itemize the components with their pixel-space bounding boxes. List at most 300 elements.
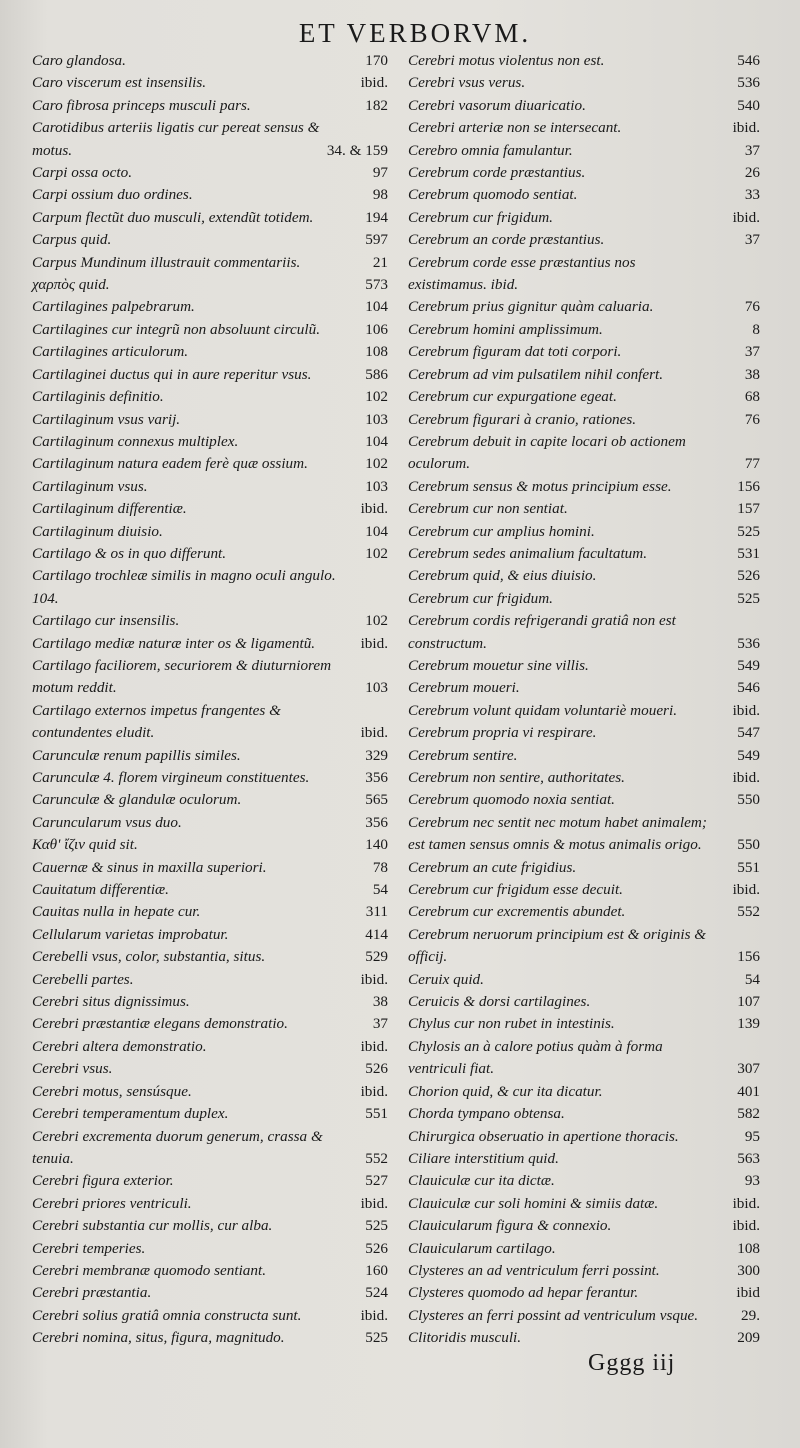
entry-page-number: 95	[744, 1127, 760, 1145]
entry-page-number: 414	[365, 925, 388, 943]
entry-page-number: 37	[372, 1015, 388, 1033]
entry-text: Cerebri figura exterior.	[32, 1172, 174, 1190]
entry-page-number: 182	[365, 96, 388, 114]
entry-page-number: 525	[737, 589, 760, 607]
entry-text: Cerebri priores ventriculi.	[32, 1194, 192, 1212]
entry-page-number: 33	[744, 186, 760, 204]
entry-page-number: 8	[752, 320, 760, 338]
index-entry	[32, 700, 388, 745]
entry-text: Clauiculæ cur soli homini & simiis datæ.	[408, 1194, 659, 1212]
entry-page-number: 38	[744, 365, 760, 383]
entry-page-number: ibid.	[732, 1194, 760, 1212]
entry-text: Chorda tympano obtensa.	[408, 1105, 565, 1123]
entry-page-number: 531	[737, 544, 760, 562]
index-entry	[408, 655, 760, 677]
entry-page-number: 529	[365, 948, 388, 966]
entry-text: Carpum flectũt duo musculi, extendũt totidem.	[32, 208, 314, 226]
entry-page-number: 300	[737, 1261, 760, 1279]
entry-page-number: 586	[365, 365, 388, 383]
entry-text: Cerebri præstantiæ elegans demonstratio.	[32, 1015, 288, 1033]
index-entry	[32, 991, 388, 1013]
entry-text: Cerebrum cur frigidum.	[408, 589, 553, 607]
entry-text: Cartilagines articulorum.	[32, 343, 189, 361]
entry-page-number: ibid.	[732, 208, 760, 226]
index-entry	[32, 1058, 388, 1080]
index-entry	[32, 498, 388, 520]
index-entry	[32, 252, 388, 274]
entry-text: Cerebrum an corde præstantius.	[408, 231, 605, 249]
entry-page-number: 356	[365, 813, 388, 831]
entry-page-number: 546	[737, 52, 760, 69]
entry-text: Cerebro omnia famulantur.	[408, 141, 573, 159]
entry-page-number: 550	[737, 791, 760, 809]
entry-text: Cerebri situs dignissimus.	[32, 993, 190, 1011]
entry-text: Cerebrum an cute frigidius.	[408, 858, 577, 876]
entry-text: Cartilaginum connexus multiplex.	[32, 432, 239, 450]
index-entry	[32, 476, 388, 498]
entry-text: Cartilago mediæ naturæ inter os & ligamentũ.	[32, 634, 316, 652]
index-entry	[32, 879, 388, 901]
entry-page-number: 38	[372, 993, 388, 1011]
index-entry	[32, 1260, 388, 1282]
entry-text: Clauicularum cartilago.	[408, 1239, 556, 1257]
entry-page-number: 160	[365, 1261, 388, 1279]
entry-page-number: 97	[372, 164, 388, 182]
entry-text: Cerebrum cordis refrigerandi gratiâ non est constructum.	[408, 612, 676, 652]
entry-page-number: 170	[365, 52, 388, 69]
entry-text: Cellularum varietas improbatur.	[32, 925, 229, 943]
index-entry	[32, 296, 388, 318]
index-entry	[32, 364, 388, 386]
entry-page-number: ibid.	[360, 1082, 388, 1100]
entry-text: Caro viscerum est insensilis.	[32, 74, 207, 92]
entry-page-number: 37	[744, 343, 760, 361]
index-entry	[32, 655, 388, 700]
entry-page-number: 524	[365, 1284, 388, 1302]
entry-text: Cartilaginum differentiæ.	[32, 500, 187, 518]
index-entry	[32, 72, 388, 94]
entry-text: Cartilago faciliorem, securiorem & diuturniorem motum reddit.	[32, 656, 332, 697]
entry-text: Cerebri vsus verus.	[408, 74, 526, 92]
index-entry	[408, 1215, 760, 1237]
entry-page-number: 140	[365, 836, 388, 854]
index-entry	[408, 364, 760, 386]
entry-text: Cauernæ & sinus in maxilla superiori.	[32, 858, 267, 876]
index-entry	[408, 1013, 760, 1035]
index-entry	[408, 1282, 760, 1304]
entry-page-number: 104	[365, 298, 388, 316]
entry-page-number: 329	[365, 746, 388, 764]
entry-text: Cerebrum quomodo noxia sentiat.	[408, 791, 615, 809]
entry-text: Cartilagines palpebrarum.	[32, 298, 195, 316]
entry-text: Cartilago trochleæ similis in magno oculi angulo. 104.	[32, 567, 336, 607]
index-entry	[408, 1081, 760, 1103]
entry-page-number: ibid.	[360, 1194, 388, 1212]
entry-text: Caro fibrosa princeps musculi pars.	[32, 96, 251, 114]
entry-page-number: ibid.	[732, 1217, 760, 1235]
index-entry	[32, 901, 388, 923]
entry-page-number: 526	[365, 1060, 388, 1078]
entry-text: Cerebrum cur frigidum esse decuit.	[408, 881, 623, 899]
entry-text: Cerebrum cur amplius homini.	[408, 522, 595, 540]
entry-text: Ceruix quid.	[408, 970, 484, 988]
signature-mark: Gggg iij	[588, 1350, 676, 1376]
entry-text: Cerebrum neruorum principium est & originis & officij.	[408, 925, 707, 966]
entry-text: Cerebri solius gratiâ omnia constructa sunt.	[32, 1306, 302, 1324]
index-entry	[408, 1327, 760, 1349]
index-entry	[32, 1081, 388, 1103]
index-entry	[408, 409, 760, 431]
entry-page-number: 536	[737, 634, 760, 652]
entry-page-number: 401	[737, 1082, 760, 1100]
index-entry	[408, 95, 760, 117]
entry-text: Cerebrum mouetur sine villis.	[408, 656, 589, 674]
index-entry	[408, 879, 760, 901]
entry-text: Cartilaginum diuisio.	[32, 522, 163, 540]
index-entry	[32, 834, 388, 856]
entry-page-number: 356	[365, 769, 388, 786]
entry-page-number: 549	[737, 656, 760, 674]
entry-text: Chylus cur non rubet in intestinis.	[408, 1015, 615, 1033]
index-entry	[408, 521, 760, 543]
index-entry	[408, 677, 760, 699]
entry-page-number: 76	[744, 298, 760, 316]
entry-page-number: 536	[737, 74, 760, 92]
entry-text: Cerebrum corde præstantius.	[408, 164, 586, 182]
index-entry	[408, 341, 760, 363]
entry-page-number: 76	[744, 410, 760, 428]
entry-text: Cerebrum sedes animalium facultatum.	[408, 544, 648, 562]
index-entry	[408, 184, 760, 206]
index-entry	[32, 1013, 388, 1035]
index-entry	[408, 1103, 760, 1125]
index-entry	[408, 117, 760, 139]
entry-text: Cerebrum prius gignitur quàm caluaria.	[408, 298, 654, 316]
entry-text: Chylosis an à calore potius quàm à forma ventriculi fiat.	[408, 1037, 663, 1078]
index-entry	[32, 924, 388, 946]
entry-page-number: 68	[744, 388, 760, 406]
entry-text: Cerebri motus violentus non est.	[408, 52, 605, 69]
entry-text: Cerebrum sentire.	[408, 746, 518, 764]
index-entry	[408, 319, 760, 341]
index-entry	[408, 252, 760, 297]
entry-text: Carotidibus arteriis ligatis cur pereat sensus & motus.	[32, 119, 320, 159]
entry-text: Carpus Mundinum illustrauit commentariis.	[32, 253, 301, 271]
entry-text: Cerebri vsus.	[32, 1060, 113, 1078]
index-entry	[32, 1327, 388, 1349]
entry-text: Cerebrum homini amplissimum.	[408, 320, 603, 338]
entry-page-number: 103	[365, 679, 388, 697]
entry-page-number: 102	[365, 544, 388, 562]
index-entry	[32, 1215, 388, 1237]
entry-text: Cauitas nulla in hepate cur.	[32, 903, 201, 921]
entry-text: Carunculæ renum papillis similes.	[32, 746, 241, 764]
entry-text: Clysteres an ad ventriculum ferri possint.	[408, 1261, 660, 1279]
entry-page-number: 108	[737, 1239, 760, 1257]
entry-page-number: 102	[365, 455, 388, 473]
index-entry	[408, 700, 760, 722]
index-entry	[32, 1238, 388, 1260]
entry-page-number: ibid	[736, 1284, 760, 1302]
entry-text: χαρπὸς quid.	[32, 276, 110, 294]
index-entry	[32, 1126, 388, 1171]
entry-page-number: 526	[365, 1239, 388, 1257]
index-entry	[408, 431, 760, 476]
index-entry	[32, 229, 388, 251]
entry-text: Cerebrum figuram dat toti corpori.	[408, 343, 622, 361]
index-entry	[32, 431, 388, 453]
index-entry	[32, 162, 388, 184]
entry-text: Cerebrum quomodo sentiat.	[408, 186, 578, 204]
index-entry	[32, 1170, 388, 1192]
index-entry	[408, 767, 760, 789]
entry-page-number: 98	[372, 186, 388, 204]
index-entry	[32, 95, 388, 117]
index-entry	[32, 610, 388, 632]
index-entry	[408, 162, 760, 184]
index-entry	[32, 1305, 388, 1327]
entry-page-number: 582	[737, 1105, 760, 1123]
entry-page-number: 108	[365, 343, 388, 361]
index-entry	[32, 50, 388, 72]
index-entry	[408, 565, 760, 587]
entry-page-number: 525	[365, 1329, 388, 1347]
entry-page-number: ibid.	[360, 634, 388, 652]
index-entry	[408, 991, 760, 1013]
index-entry	[408, 901, 760, 923]
entry-page-number: 139	[737, 1015, 760, 1033]
entry-text: Cerebrum non sentire, authoritates.	[408, 769, 625, 786]
entry-text: Chorion quid, & cur ita dicatur.	[408, 1082, 603, 1100]
index-entry	[408, 1238, 760, 1260]
index-column-right	[408, 50, 760, 1350]
entry-page-number: 107	[737, 993, 760, 1011]
entry-text: Cartilaginum vsus.	[32, 477, 148, 495]
entry-page-number: 77	[744, 455, 760, 473]
entry-text: Cerebri altera demonstratio.	[32, 1037, 207, 1055]
index-entry	[408, 745, 760, 767]
entry-text: Cerebri nomina, situs, figura, magnitudo.	[32, 1329, 285, 1347]
entry-text: Cartilago & os in quo differunt.	[32, 544, 227, 562]
index-entry	[408, 1305, 760, 1327]
entry-page-number: ibid.	[360, 970, 388, 988]
index-entry	[32, 341, 388, 363]
index-entry	[32, 207, 388, 229]
entry-page-number: 547	[737, 724, 760, 742]
index-entry	[408, 789, 760, 811]
entry-page-number: 194	[365, 208, 388, 226]
entry-page-number: 573	[365, 276, 388, 294]
entry-page-number: 21	[372, 253, 388, 271]
entry-page-number: 525	[737, 522, 760, 540]
index-entry	[408, 296, 760, 318]
entry-text: Cartilaginum natura eadem ferè quæ ossium.	[32, 455, 308, 473]
index-entry	[408, 476, 760, 498]
entry-text: Cerebri excrementa duorum generum, crassa & tenuia.	[32, 1127, 323, 1167]
entry-text: Cerebrum cur non sentiat.	[408, 500, 568, 518]
index-entry	[408, 812, 760, 857]
entry-page-number: 103	[365, 410, 388, 428]
index-entry	[32, 274, 388, 296]
entry-page-number: 29.	[741, 1306, 760, 1324]
entry-page-number: 525	[365, 1217, 388, 1235]
entry-page-number: 552	[737, 903, 760, 921]
index-entry	[408, 1170, 760, 1192]
entry-text: Cerebrum moueri.	[408, 679, 520, 697]
entry-text: Cerebri motus, sensúsque.	[32, 1082, 192, 1100]
index-entry	[32, 386, 388, 408]
entry-text: Cauitatum differentiæ.	[32, 881, 169, 899]
index-entry	[408, 722, 760, 744]
index-entry	[408, 1036, 760, 1081]
entry-page-number: ibid.	[360, 724, 388, 742]
entry-text: Cerebelli partes.	[32, 970, 134, 988]
index-entry	[32, 1282, 388, 1304]
index-entry	[408, 50, 760, 72]
entry-text: Cerebrum propria vi respirare.	[408, 724, 597, 742]
entry-text: Cerebri membranæ quomodo sentiant.	[32, 1261, 266, 1279]
entry-text: Clauicularum figura & connexio.	[408, 1217, 612, 1235]
entry-text: Cerebrum cur expurgatione egeat.	[408, 388, 617, 406]
entry-text: Clauiculæ cur ita dictæ.	[408, 1172, 555, 1190]
entry-page-number: 78	[372, 858, 388, 876]
entry-page-number: 527	[365, 1172, 388, 1190]
entry-text: Clysteres an ferri possint ad ventriculum vsque.	[408, 1306, 699, 1324]
entry-page-number: 540	[737, 96, 760, 114]
entry-page-number: 307	[737, 1060, 760, 1078]
entry-page-number: 552	[365, 1149, 388, 1167]
entry-page-number: 526	[737, 567, 760, 585]
entry-page-number: 546	[737, 679, 760, 697]
index-entry	[32, 1103, 388, 1125]
index-entry	[32, 543, 388, 565]
index-entry	[408, 386, 760, 408]
entry-text: Καθ' ἴζιν quid sit.	[32, 836, 138, 854]
entry-page-number: 93	[744, 1172, 760, 1190]
index-entry	[408, 924, 760, 969]
entry-page-number: ibid.	[360, 500, 388, 518]
entry-text: Cerebrum ad vim pulsatilem nihil confert.	[408, 365, 664, 383]
index-entry	[32, 745, 388, 767]
entry-page-number: ibid.	[360, 74, 388, 92]
entry-text: Carpus quid.	[32, 231, 112, 249]
entry-text: Chirurgica obseruatio in apertione thoracis.	[408, 1127, 679, 1145]
index-entry	[32, 633, 388, 655]
index-entry	[32, 946, 388, 968]
entry-text: Carunculæ 4. florem virgineum constituentes.	[32, 769, 310, 786]
index-entry	[408, 1148, 760, 1170]
entry-page-number: ibid.	[732, 119, 760, 137]
entry-page-number: 104	[365, 522, 388, 540]
entry-text: Cerebri arteriæ non se intersecant.	[408, 119, 622, 137]
entry-page-number: ibid.	[360, 1037, 388, 1055]
entry-text: Ceruicis & dorsi cartilagines.	[408, 993, 591, 1011]
entry-text: Carpi ossa octo.	[32, 164, 132, 182]
index-entry	[32, 409, 388, 431]
entry-text: Cerebrum quid, & eius diuisio.	[408, 567, 597, 585]
entry-page-number: 209	[737, 1329, 760, 1347]
index-entry	[408, 857, 760, 879]
entry-text: Ciliare interstitium quid.	[408, 1149, 559, 1167]
entry-text: Cerebrum nec sentit nec motum habet animalem; est tamen sensus omnis & motus animalis origo.	[408, 813, 707, 854]
entry-page-number: 550	[737, 836, 760, 854]
index-entry	[408, 498, 760, 520]
entry-page-number: 551	[737, 858, 760, 876]
entry-text: Clitoridis musculi.	[408, 1329, 522, 1347]
entry-text: Caro glandosa.	[32, 52, 126, 69]
entry-page-number: 37	[744, 231, 760, 249]
entry-text: Carunculæ & glandulæ oculorum.	[32, 791, 242, 809]
entry-text: Cartilagines cur integrũ non absoluunt circulũ.	[32, 320, 320, 338]
index-entry	[32, 1036, 388, 1058]
index-column-left	[32, 50, 388, 1350]
index-entry	[32, 319, 388, 341]
entry-text: Cerebrum cur excrementis abundet.	[408, 903, 626, 921]
index-entry	[408, 969, 760, 991]
entry-page-number: 37	[744, 141, 760, 159]
index-entry	[408, 207, 760, 229]
entry-page-number: ibid.	[732, 701, 760, 719]
entry-page-number: 34. & 159	[326, 141, 388, 159]
entry-text: Cartilaginum vsus varij.	[32, 410, 181, 428]
entry-page-number: 551	[365, 1105, 388, 1123]
entry-page-number: 156	[737, 477, 760, 495]
entry-page-number: 549	[737, 746, 760, 764]
entry-text: Cerebelli vsus, color, substantia, situs.	[32, 948, 266, 966]
entry-page-number: 54	[372, 881, 388, 899]
index-entry	[32, 767, 388, 789]
index-entry	[408, 543, 760, 565]
index-entry	[408, 610, 760, 655]
entry-page-number: 597	[365, 231, 388, 249]
entry-page-number: 54	[744, 970, 760, 988]
index-entry	[32, 184, 388, 206]
entry-page-number: 104	[365, 432, 388, 450]
entry-text: Cartilaginei ductus qui in aure reperitur vsus.	[32, 365, 312, 383]
entry-page-number: 563	[737, 1149, 760, 1167]
entry-text: Cerebri temperies.	[32, 1239, 146, 1257]
index-entry	[32, 857, 388, 879]
entry-text: Cerebri præstantia.	[32, 1284, 152, 1302]
entry-text: Cerebrum sensus & motus principium esse.	[408, 477, 672, 495]
entry-page-number: ibid.	[360, 1306, 388, 1324]
entry-text: Cartilaginis definitio.	[32, 388, 164, 406]
index-entry	[32, 1193, 388, 1215]
index-entry	[32, 789, 388, 811]
running-header: ET VERBORVM.	[298, 18, 532, 48]
entry-text: Cerebrum figurari à cranio, rationes.	[408, 410, 637, 428]
index-entry	[408, 229, 760, 251]
index-entry	[408, 1126, 760, 1148]
index-entry	[32, 521, 388, 543]
entry-text: Cerebri substantia cur mollis, cur alba.	[32, 1217, 273, 1235]
entry-page-number: 103	[365, 477, 388, 495]
index-entry	[32, 565, 388, 610]
entry-text: Cerebrum volunt quidam voluntariè moueri.	[408, 701, 677, 719]
entry-text: Cerebrum cur frigidum.	[408, 208, 553, 226]
entry-text: Cerebrum corde esse præstantius nos existimamus. ibid.	[408, 253, 636, 294]
entry-page-number: 157	[737, 500, 760, 518]
entry-text: Caruncularum vsus duo.	[32, 813, 182, 831]
index-entry	[408, 1260, 760, 1282]
entry-text: Cartilago externos impetus frangentes & contundentes eludit.	[32, 701, 281, 742]
index-entry	[32, 117, 388, 162]
entry-text: Cerebrum debuit in capite locari ob actionem oculorum.	[408, 432, 686, 473]
entry-page-number: 311	[365, 903, 388, 921]
entry-text: Carpi ossium duo ordines.	[32, 186, 193, 204]
entry-page-number: ibid.	[732, 769, 760, 786]
entry-text: Clysteres quomodo ad hepar ferantur.	[408, 1284, 639, 1302]
